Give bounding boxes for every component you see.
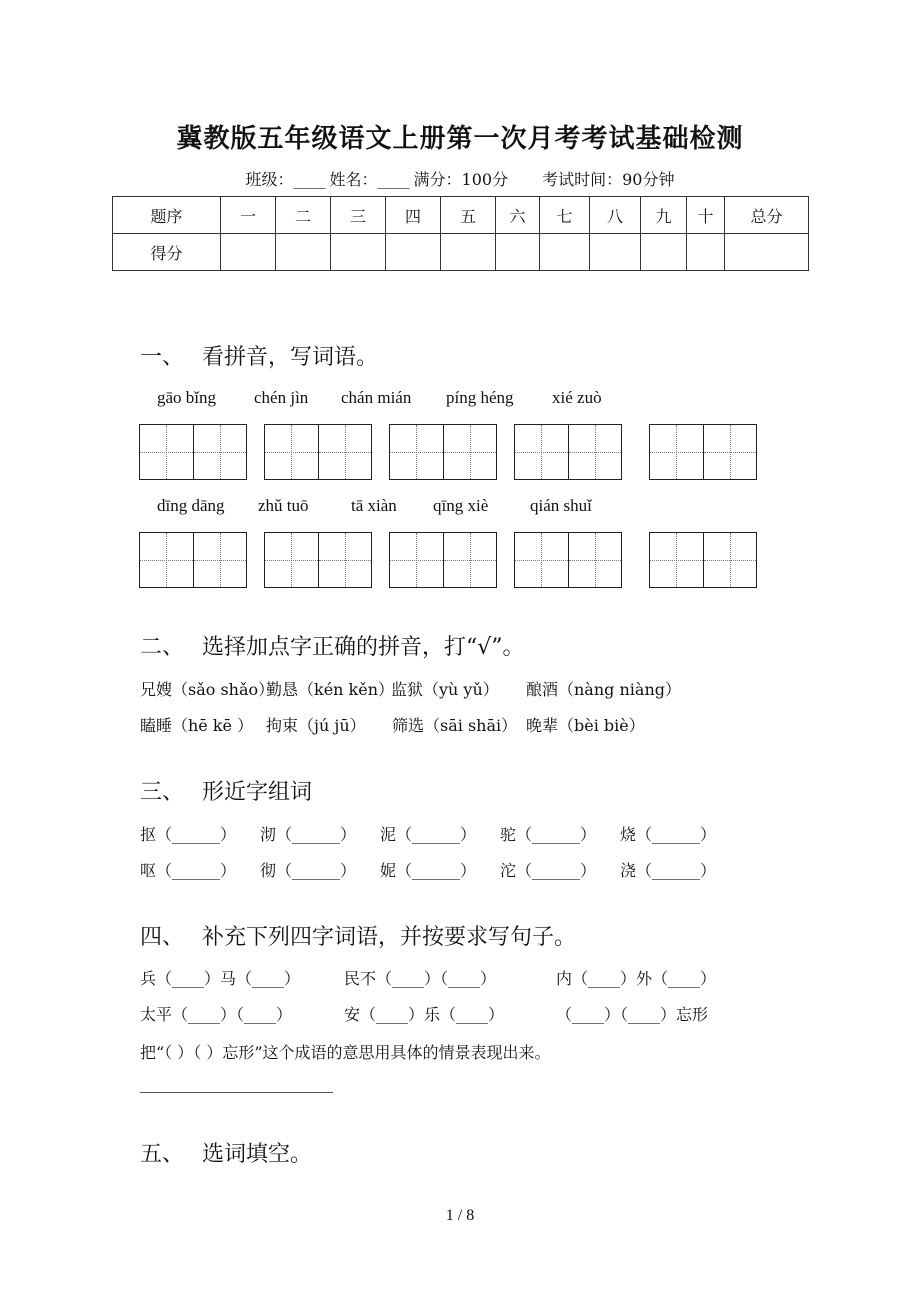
- question-line: [140, 677, 681, 700]
- fill-item[interactable]: 太平（____）（____）: [140, 1005, 293, 1024]
- section-number: 五、: [140, 1142, 185, 1167]
- question-line: [140, 966, 716, 989]
- question-line: [140, 822, 716, 845]
- score-cell[interactable]: [441, 234, 496, 271]
- score-header-cell: 十: [687, 197, 725, 234]
- page-number: 1 / 8: [445, 1207, 475, 1224]
- score-header-cell: 总分: [725, 197, 809, 234]
- section-number: 一、: [140, 345, 185, 370]
- fill-item[interactable]: 浇（______）: [620, 861, 717, 880]
- section-3-heading: [140, 775, 312, 806]
- full-score: 满分：100分: [413, 170, 509, 189]
- section-title: 形近字组词: [202, 780, 313, 805]
- fill-item[interactable]: 妮（______）: [380, 861, 477, 880]
- exam-info: [0, 167, 920, 190]
- section-5-heading: [140, 1137, 312, 1168]
- answer-line[interactable]: [140, 1092, 333, 1093]
- score-header-cell: 五: [441, 197, 496, 234]
- writing-grid[interactable]: [514, 424, 622, 480]
- fill-item[interactable]: 内（____）外（____）: [556, 969, 717, 988]
- fill-item[interactable]: 驼（______）: [500, 825, 597, 844]
- writing-grid[interactable]: [389, 532, 497, 588]
- score-cell[interactable]: [276, 234, 331, 271]
- question-line: [140, 713, 645, 736]
- score-header-cell: 题序: [113, 197, 221, 234]
- writing-grid[interactable]: [264, 424, 372, 480]
- fill-item[interactable]: 烧（______）: [620, 825, 717, 844]
- fill-item[interactable]: 彻（______）: [260, 861, 357, 880]
- score-header-cell: 八: [590, 197, 641, 234]
- score-cell[interactable]: [590, 234, 641, 271]
- fill-item[interactable]: 沏（______）: [260, 825, 357, 844]
- choice-item[interactable]: 瞌睡（hē kē ）: [140, 716, 254, 735]
- choice-item[interactable]: 监狱（yù yǔ）: [391, 680, 499, 699]
- pinyin-label: chén jìn: [254, 388, 309, 407]
- writing-grid[interactable]: [139, 532, 247, 588]
- section-number: 四、: [140, 925, 185, 950]
- section-1-heading: [140, 340, 378, 371]
- score-cell[interactable]: [386, 234, 441, 271]
- pinyin-label: zhǔ tuō: [258, 496, 309, 515]
- choice-item[interactable]: 兄嫂（sǎo shǎo）: [140, 680, 275, 699]
- score-table-header-row: [113, 197, 809, 234]
- section-title: 补充下列四字词语，并按要求写句子。: [202, 925, 577, 950]
- section-title: 选词填空。: [202, 1142, 313, 1167]
- fill-item[interactable]: 呕（______）: [140, 861, 237, 880]
- score-table: [112, 196, 809, 271]
- name-label: 姓名：____: [329, 170, 410, 189]
- section-4-heading: [140, 920, 576, 951]
- question-line: 把“（ ）（ ）忘形”这个成语的意思用具体的情景表现出来。: [140, 1043, 551, 1062]
- score-header-cell: 二: [276, 197, 331, 234]
- choice-item[interactable]: 筛选（sāi shāi）: [392, 716, 518, 735]
- score-cell[interactable]: [641, 234, 687, 271]
- fill-item[interactable]: 安（____）乐（____）: [344, 1005, 505, 1024]
- pinyin-label: dīng dāng: [157, 496, 225, 515]
- exam-time: 考试时间：90分钟: [542, 170, 675, 189]
- writing-grid[interactable]: [514, 532, 622, 588]
- fill-item[interactable]: 抠（______）: [140, 825, 237, 844]
- fill-item[interactable]: 泥（______）: [380, 825, 477, 844]
- section-number: 二、: [140, 635, 185, 660]
- score-cell[interactable]: [725, 234, 809, 271]
- score-header-cell: 六: [496, 197, 540, 234]
- pinyin-label: gāo bǐng: [157, 388, 217, 407]
- fill-item[interactable]: 民不（____）（____）: [344, 969, 497, 988]
- pinyin-label: tā xiàn: [351, 496, 397, 515]
- score-row-label: 得分: [113, 234, 221, 271]
- score-header-cell: 三: [331, 197, 386, 234]
- choice-item[interactable]: 晚辈（bèi biè）: [526, 716, 645, 735]
- choice-item[interactable]: 勤恳（kén kěn）: [266, 680, 395, 699]
- writing-grid[interactable]: [389, 424, 497, 480]
- score-cell[interactable]: [496, 234, 540, 271]
- question-line: [140, 1002, 708, 1025]
- score-header-cell: 七: [540, 197, 590, 234]
- writing-grid[interactable]: [649, 532, 757, 588]
- score-cell[interactable]: [540, 234, 590, 271]
- pinyin-label: chán mián: [341, 388, 412, 407]
- score-header-cell: 四: [386, 197, 441, 234]
- fill-item[interactable]: 兵（____）马（____）: [140, 969, 301, 988]
- section-number: 三、: [140, 780, 185, 805]
- fill-item[interactable]: （____）（____）忘形: [556, 1005, 709, 1024]
- pinyin-label: píng héng: [446, 388, 514, 407]
- pinyin-label: xié zuò: [552, 388, 602, 407]
- writing-grid[interactable]: [264, 532, 372, 588]
- page-title: 冀教版五年级语文上册第一次月考考试基础检测: [176, 124, 744, 154]
- pinyin-label: qīng xiè: [433, 496, 489, 515]
- pinyin-label: qián shuǐ: [530, 496, 592, 515]
- writing-grid[interactable]: [139, 424, 247, 480]
- choice-item[interactable]: 拘束（jú jū）: [266, 716, 366, 735]
- section-title: 看拼音，写词语。: [202, 345, 379, 370]
- writing-grid[interactable]: [649, 424, 757, 480]
- score-cell[interactable]: [331, 234, 386, 271]
- score-table-score-row: [113, 234, 809, 271]
- score-header-cell: 九: [641, 197, 687, 234]
- class-label: 班级：____: [245, 170, 326, 189]
- score-header-cell: 一: [221, 197, 276, 234]
- section-title: 选择加点字正确的拼音，打“√”。: [202, 635, 525, 660]
- score-cell[interactable]: [687, 234, 725, 271]
- choice-item[interactable]: 酿酒（nàng niàng）: [526, 680, 681, 699]
- question-line: [140, 858, 716, 881]
- fill-item[interactable]: 沱（______）: [500, 861, 597, 880]
- section-2-heading: [140, 630, 525, 661]
- score-cell[interactable]: [221, 234, 276, 271]
